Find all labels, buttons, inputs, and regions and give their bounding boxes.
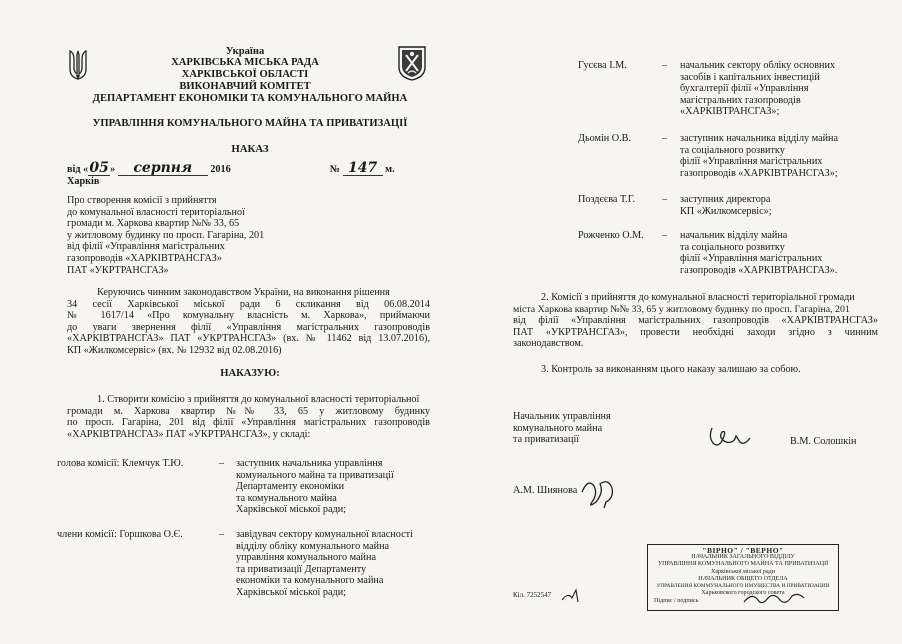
header-council: ХАРКІВСЬКА МІСЬКА РАДА xyxy=(171,57,319,68)
position-line: начальник сектору обліку основних xyxy=(680,60,836,71)
header-country: Україна xyxy=(225,46,265,57)
date-day: 05 xyxy=(89,160,109,176)
order-item-3: 3. Контроль за виконанням цього наказу залишаю за собою. xyxy=(541,364,801,375)
item1-line: по просп. Гагаріна, 201 від філії «Управління магістральних газопроводів xyxy=(67,417,430,429)
member-dash: – xyxy=(662,60,668,71)
item2-line: 2. Комісії з прийняття до комунальної власності територіальної громади xyxy=(541,292,855,303)
member-position xyxy=(680,60,880,118)
approver-name: А.М. Шиянова xyxy=(513,485,578,496)
position-line: заступник начальника управління xyxy=(236,458,383,469)
order-number: 147 xyxy=(343,163,383,176)
subject-line: громади м. Харкова квартир №№ 33, 65 xyxy=(67,218,240,230)
date-prefix: від « xyxy=(67,164,89,175)
position-line: Департаменту економіки xyxy=(236,481,345,493)
member-position xyxy=(680,230,880,276)
member-name: Поздєєва Т.Г. xyxy=(578,194,635,205)
signatory-title xyxy=(513,411,673,446)
order-place: м. Харків xyxy=(67,164,395,187)
signature-soloshkin-icon xyxy=(706,424,754,450)
stamp-line: Харківської міської ради xyxy=(710,568,776,575)
stamp-title: "ВІРНО" / "ВЕРНО" xyxy=(702,546,784,555)
member-dash: – xyxy=(662,194,668,205)
header-administration: УПРАВЛІННЯ КОМУНАЛЬНОГО МАЙНА ТА ПРИВАТИЗАЦІЇ xyxy=(92,118,408,129)
stamp-line: НАЧАЛЬНИК ОБЩЕГО ОТДЕЛА xyxy=(698,575,788,582)
position-line: економіки та комунального майна xyxy=(236,575,384,587)
signatory-name: В.М. Солошкін xyxy=(790,436,857,447)
preamble-line: Керуючись чинним законодавством України, на виконання рішення xyxy=(97,287,390,298)
item2-line: міста Харкова квартир №№ 33, 65 у житловому будинку по просп. Гагаріна, 201 xyxy=(513,303,850,315)
stamp-line: УПРАВЛІННЯ КОМУНАЛЬНОГО МАЙНА ТА ПРИВАТИЗАЦІЇ xyxy=(657,561,829,568)
preamble-line: № 1617/14 «Про комунальну власність м. Харкова», приймаючи xyxy=(67,310,430,322)
number-label: № xyxy=(329,164,341,175)
subject-line: до комунальної власності територіальної xyxy=(67,206,245,218)
position-line: Харківської міської ради; xyxy=(236,504,347,516)
item1-line: «ХАРКІВТРАНСГАЗ» ПАТ «УКРТРАНСГАЗ», у складі: xyxy=(67,428,311,440)
preamble-line: «ХАРКІВТРАНСГАЗ» ПАТ «УКРТРАНСГАЗ» (вх. № 11462 від 13.07.2016), xyxy=(67,333,430,345)
header-region: ХАРКІВСЬКОЇ ОБЛАСТІ xyxy=(181,69,309,80)
preamble-line: КП «Жилкомсервіс» (вх. № 12932 від 02.08.2016) xyxy=(67,344,282,356)
member-name: Дьомін О.В. xyxy=(578,133,632,144)
preamble xyxy=(67,287,430,357)
date-year: 2016 xyxy=(210,164,231,175)
stamp-line: Харьковского городского совета xyxy=(701,590,785,597)
subject-line: ПАТ «УКРТРАНСГАЗ» xyxy=(67,264,169,276)
subject-line: газопроводів «ХАРКІВТРАНСГАЗ» xyxy=(67,252,222,264)
order-date-line xyxy=(67,160,427,187)
position-line: філії «Управління магістральних xyxy=(680,156,823,168)
member-name: Рожченко О.М. xyxy=(578,230,644,241)
position-line: Харківської міської ради; xyxy=(236,586,347,598)
position-line: та комунального майна xyxy=(236,492,337,504)
member-position xyxy=(680,194,880,217)
position-line: та приватизації Департаменту xyxy=(236,563,367,575)
position-line: філії «Управління магістральних xyxy=(680,253,823,265)
subject-line: у житловому будинку по просп. Гагаріна, 201 xyxy=(67,229,265,241)
commission-member-position xyxy=(236,529,436,599)
signature-shyianova-icon xyxy=(578,472,618,512)
commission-member-role: члени комісії: Горшкова О.Є. xyxy=(57,529,183,540)
position-line: магістральних газопроводів xyxy=(680,94,801,106)
signatory-title-line: Начальник управління xyxy=(513,411,611,422)
item1-line: 1. Створити комісію з прийняття до комунальної власності територіальної xyxy=(97,394,420,405)
item1-line: громади м. Харкова квартир №№ 33, 65 у житловому будинку xyxy=(67,405,430,417)
position-line: завідувач сектору комунальної власності xyxy=(236,529,413,540)
position-line: бухгалтерії філії «Управління xyxy=(680,83,809,95)
stamp-signature-icon xyxy=(740,588,810,610)
stamp-sign-label: Підпис / подпись xyxy=(654,598,699,605)
stamp-line: НАЧАЛЬНИК ЗАГАЛЬНОГО ВІДДІЛУ xyxy=(691,554,795,561)
header-department: ДЕПАРТАМЕНТ ЕКОНОМІКИ ТА КОМУНАЛЬНОГО МАЙНА xyxy=(92,93,408,104)
position-line: заступник директора xyxy=(680,194,771,205)
position-line: начальник відділу майна xyxy=(680,230,788,241)
order-item-1 xyxy=(67,394,430,440)
preamble-line: 34 сесії Харківської міської ради 6 скликання від 06.08.2014 xyxy=(67,298,430,310)
position-line: комунального майна та приватизації xyxy=(236,469,394,481)
position-line: газопроводів «ХАРКІВТРАНСГАЗ». xyxy=(680,264,838,276)
position-line: відділу обліку комунального майна xyxy=(236,540,390,552)
stamp-line: УПРАВЛЕНИЯ КОММУНАЛЬНОГО ИМУЩЕСТВА И ПРИВАТИЗАЦИИ xyxy=(656,583,830,590)
subject-line: Про створення комісії з прийняття xyxy=(67,195,217,206)
item2-line: законодавством. xyxy=(513,338,584,350)
item2-line: ПАТ «УКРТРАНСГАЗ», провести необхідні заходи згідно з чинним xyxy=(513,326,878,338)
order-word: НАКАЗУЮ: xyxy=(220,368,280,379)
preamble-line: до уваги звернення філії «Управління магістральних газопроводів xyxy=(67,321,430,333)
date-quote-close: » xyxy=(110,164,116,175)
commission-head-position xyxy=(236,458,436,516)
initials-mark-icon xyxy=(560,588,582,604)
member-dash: – xyxy=(662,230,668,241)
position-line: КП «Жилкомсервіс»; xyxy=(680,205,772,217)
position-line: управління комунального майна xyxy=(236,552,376,564)
footnote-code: Кіл. 7252547 xyxy=(513,591,552,599)
document-type: НАКАЗ xyxy=(231,143,269,155)
position-line: та соціального розвитку xyxy=(680,241,785,253)
position-line: «ХАРКІВТРАНСГАЗ»; xyxy=(680,106,780,118)
member-name: Гусєва І.М. xyxy=(578,60,627,71)
position-line: газопроводів «ХАРКІВТРАНСГАЗ»; xyxy=(680,167,838,179)
date-month: серпня xyxy=(118,163,208,176)
position-line: заступник начальника відділу майна xyxy=(680,133,839,144)
member-dash: – xyxy=(219,529,225,540)
signatory-title-line: комунального майна xyxy=(513,422,603,434)
item2-line: від філії «Управління магістральних газопроводів «ХАРКІВТРАНСГАЗ» xyxy=(513,315,878,327)
position-line: засобів і капітальних інвестицій xyxy=(680,71,820,83)
header-committee: ВИКОНАВЧИЙ КОМІТЕТ xyxy=(179,81,311,92)
signatory-title-line: та приватизації xyxy=(513,434,580,446)
order-item-2 xyxy=(513,292,878,350)
commission-head-role: голова комісії: Клемчук Т.Ю. xyxy=(57,458,184,469)
member-position xyxy=(680,133,880,179)
order-subject xyxy=(67,195,327,276)
position-line: та соціального розвитку xyxy=(680,144,785,156)
subject-line: від філії «Управління магістральних xyxy=(67,241,225,253)
member-dash: – xyxy=(219,458,225,469)
member-dash: – xyxy=(662,133,668,144)
